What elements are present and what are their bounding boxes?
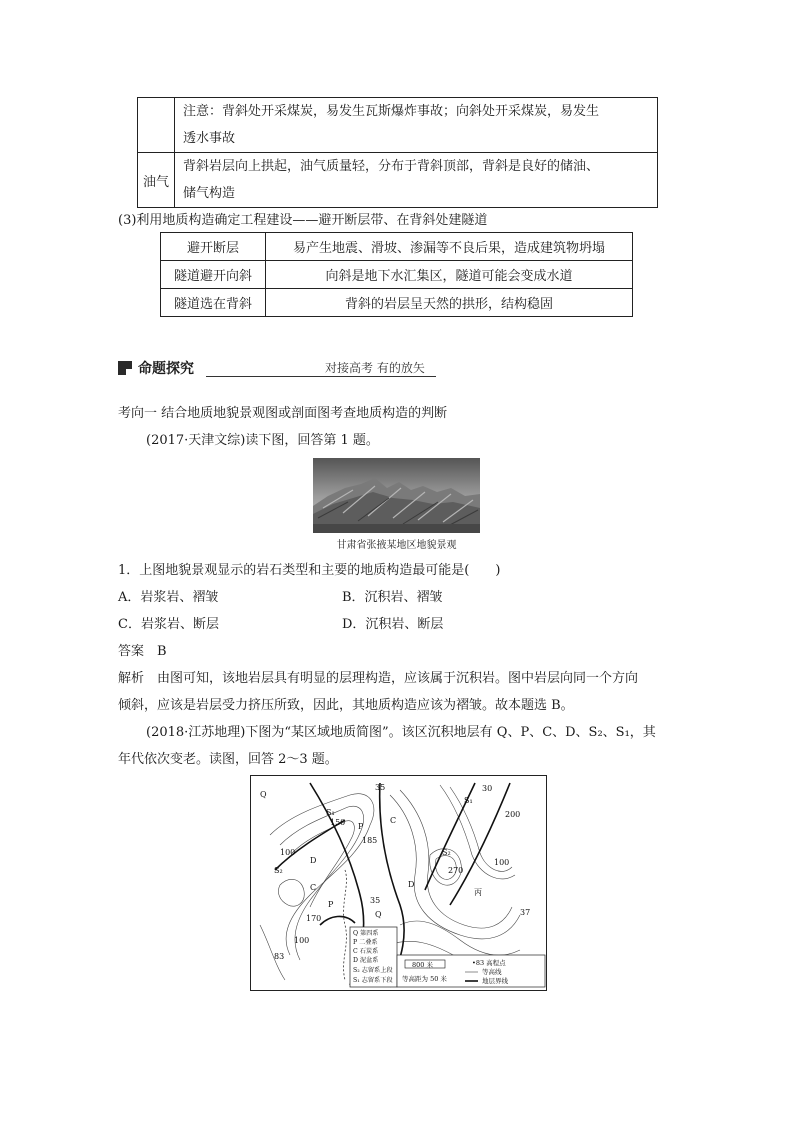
contour-interval: 等高距为 50 米 [402,975,447,983]
table-row [138,98,658,153]
map-label: 170 [306,914,322,923]
map-label: Q [260,790,267,799]
table-cell-label: 避开断层 [161,233,266,261]
map-label: P [328,900,334,909]
key-item: 地层界线 [482,977,508,985]
direction-heading: 考向一 结合地质地貌景观图或剖面图考查地质构造的判断 [118,406,448,421]
scale-label: 800 米 [412,961,433,969]
map-label: 35 [370,896,381,905]
map-label: S₁ [326,808,335,817]
legend-item: C 石炭系 [353,948,379,955]
section-square-icon [118,361,132,375]
cell-text: 注意：背斜处开采煤炭，易发生瓦斯爆炸事故；向斜处开采煤炭，易发生 [183,104,600,119]
photo-caption: 甘肃省张掖某地区地貌景观 [336,540,457,551]
table-row [161,289,633,317]
cell-text: 透水事故 [183,131,236,146]
map-label: 35 [375,783,386,792]
question-1-stem: 1．上图地貌景观显示的岩石类型和主要的地质构造最可能是( ) [118,563,501,578]
table-row [161,261,633,289]
section-title: 命题探究 [138,361,194,377]
geologic-map [250,775,547,991]
table-cell: 易产生地震、滑坡、渗漏等不良后果，造成建筑物坍塌 [266,233,633,261]
key-item: 等高线 [482,968,502,976]
table-row [161,233,633,261]
map-label: 丙 [474,888,482,897]
analysis-line: 解析 由图可知，该地岩层具有明显的层理构造，应该属于沉积岩。图中岩层向同一个方向 [118,671,639,686]
section-subtitle: 对接高考 有的放矢 [325,361,425,375]
option-d: D．沉积岩、断层 [342,617,444,632]
map-label: Q [375,910,382,919]
section-header [118,358,436,378]
table-cell [175,98,658,153]
key-item: •83 高程点 [472,959,506,967]
map-label: C [310,883,317,892]
map-label: S₂ [274,866,283,875]
table-cell-label: 隧道避开向斜 [161,261,266,289]
map-label: 37 [520,908,531,917]
table-cell-label: 油气 [138,153,175,208]
table-cell: 背斜的岩层呈天然的拱形，结构稳固 [266,289,633,317]
legend-item: S₁ 志留系下段 [353,977,393,984]
mining-table [137,97,658,208]
map-legend-box [350,927,397,987]
engineering-table [160,232,633,317]
map-label: P [358,822,364,831]
answer: 答案 B [118,644,167,659]
point-3-heading: (3)利用地质构造确定工程建设——避开断层带、在背斜处建隧道 [118,213,488,228]
legend-item: Q 第四系 [353,930,379,937]
cell-text: 背斜岩层向上拱起，油气质量轻，分布于背斜顶部，背斜是良好的储油、 [183,159,600,174]
analysis-line: 倾斜，应该是岩层受力挤压所致，因此，其地质构造应该为褶皱。故本题选 B。 [118,698,574,713]
map-label: 30 [482,784,493,793]
map-key-box [397,955,545,987]
map-label: 100 [280,848,296,857]
map-label: 200 [505,810,521,819]
table-cell [175,153,658,208]
map-label: S₂ [442,848,451,857]
question-source-2-cont: 年代依次变老。读图，回答 2～3 题。 [118,752,338,767]
map-label: 100 [494,858,510,867]
map-label: 185 [362,836,378,845]
option-a: A．岩浆岩、褶皱 [118,590,219,605]
map-label: 270 [448,866,464,875]
question-source: (2017·天津文综)读下图，回答第 1 题。 [146,433,379,448]
table-row [138,153,658,208]
map-label: C [390,816,397,825]
legend-item: D 泥盆系 [353,957,379,964]
table-cell: 向斜是地下水汇集区，隧道可能会变成水道 [266,261,633,289]
option-c: C．岩浆岩、断层 [118,617,219,632]
map-label: 83 [274,952,285,961]
legend-item: S₂ 志留系上段 [353,967,393,974]
map-label: S₁ [464,796,473,805]
map-label: 100 [294,936,310,945]
legend-item: P 二叠系 [353,939,378,946]
map-label: D [310,856,317,865]
table-cell-label: 隧道选在背斜 [161,289,266,317]
section-divider [206,376,436,377]
table-cell-empty [138,98,175,153]
map-label: D [408,880,415,889]
option-b: B．沉积岩、褶皱 [342,590,443,605]
question-source-2: (2018·江苏地理)下图为“某区域地质简图”。该区沉积地层有 Q、P、C、D、S₂、S₁，其 [146,725,656,740]
landscape-photo [313,458,480,533]
map-label: 150 [330,818,346,827]
cell-text: 储气构造 [183,186,236,201]
